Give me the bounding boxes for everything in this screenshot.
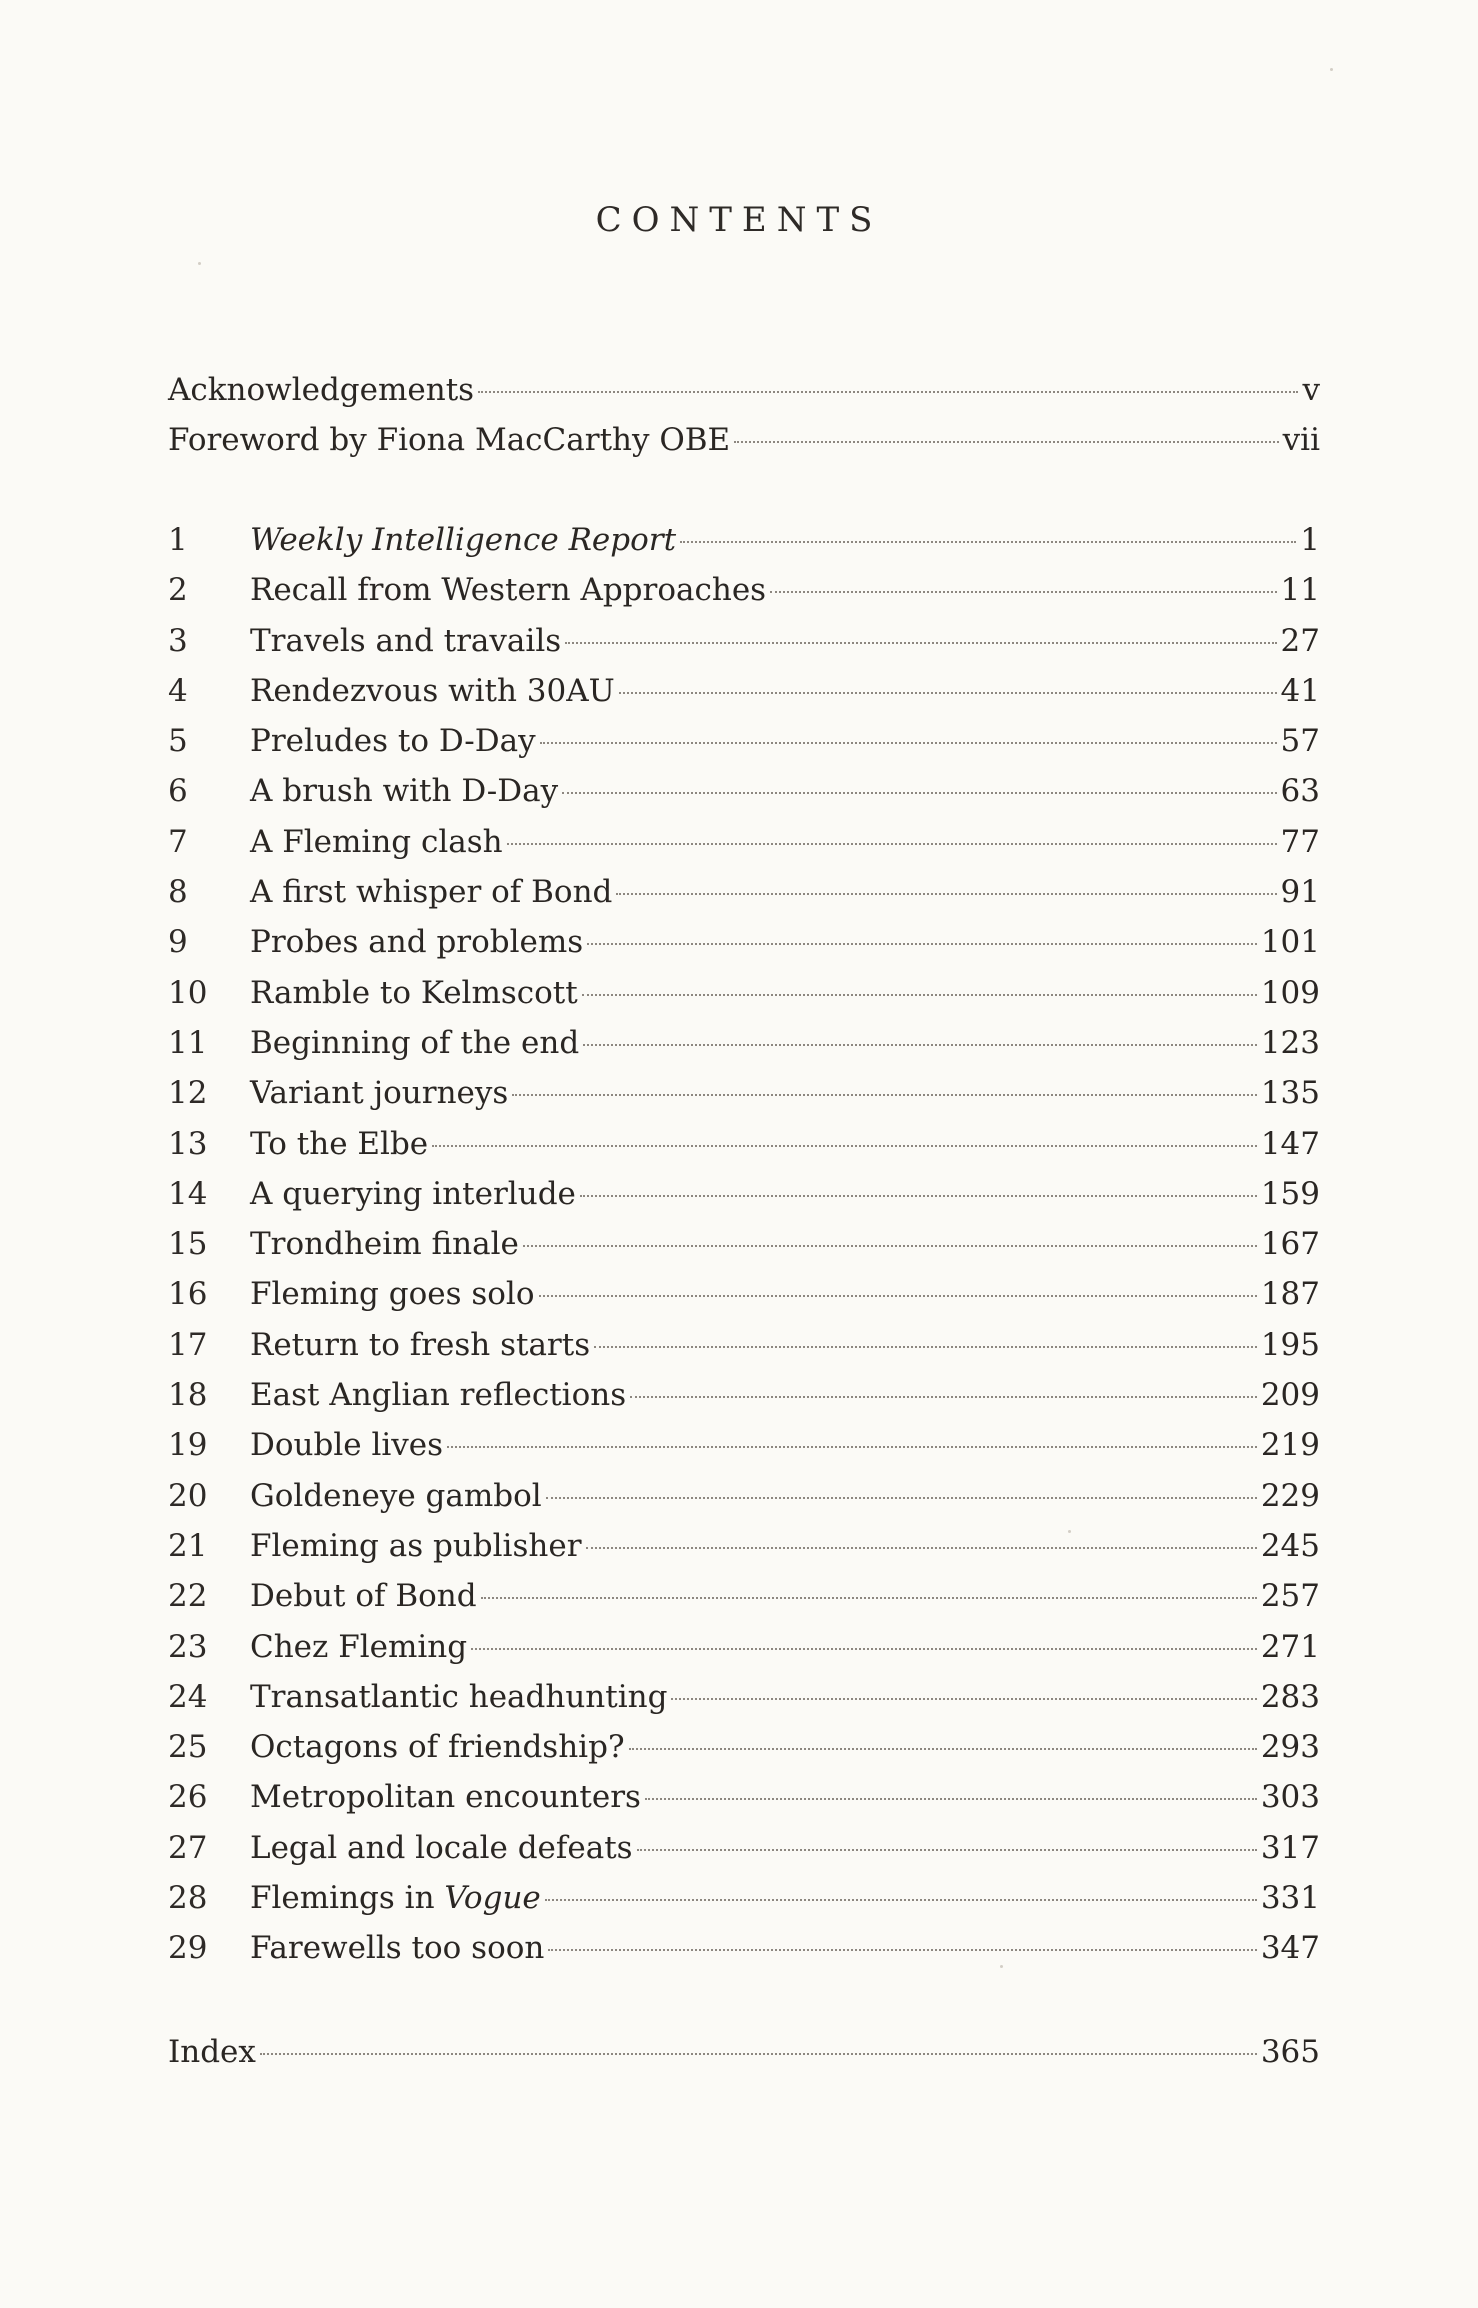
page-number: 303	[1260, 1779, 1320, 1816]
dot-leader	[545, 1899, 1257, 1901]
chapter-number: 27	[168, 1829, 208, 1866]
dot-leader	[471, 1648, 1257, 1650]
chapter-title	[250, 1068, 508, 1118]
dot-leader	[582, 994, 1257, 996]
chapter-number: 1	[168, 522, 188, 558]
entry-title-text: A querying interlude	[250, 1175, 576, 1212]
entry-title-text: Legal and locale defeats	[250, 1829, 633, 1866]
dot-leader	[565, 642, 1276, 644]
page-number: 135	[1260, 1075, 1320, 1112]
toc-entry	[168, 1320, 1320, 1370]
page-number: 159	[1260, 1175, 1320, 1212]
page-number: 209	[1260, 1377, 1320, 1414]
entry-title-text: Recall from Western Approaches	[250, 572, 767, 609]
chapter-title	[250, 616, 561, 666]
chapter-number: 28	[168, 1880, 208, 1917]
dot-leader	[432, 1145, 1257, 1147]
entry-title-text: Index	[168, 2034, 256, 2070]
page-number: 147	[1260, 1125, 1320, 1162]
chapter-number: 6	[168, 773, 188, 810]
page-number: 187	[1260, 1276, 1320, 1313]
page-number: 91	[1280, 874, 1320, 911]
page-number: 271	[1260, 1628, 1320, 1665]
page-number: 331	[1260, 1880, 1320, 1917]
chapter-title	[250, 1219, 519, 1269]
entry-title-text: Variant journeys	[250, 1075, 509, 1112]
entry-title-text: Travels and travails	[250, 622, 562, 659]
chapter-number: 12	[168, 1075, 208, 1112]
toc-entry	[168, 867, 1320, 917]
entry-title-text: Flemings in	[250, 1880, 445, 1917]
dot-leader	[671, 1698, 1256, 1700]
entry-title-text: A Fleming clash	[250, 823, 503, 860]
chapter-number: 24	[168, 1678, 208, 1715]
page-number: 283	[1260, 1678, 1320, 1715]
dot-leader	[260, 2053, 1257, 2055]
entry-title-text: East Anglian reflections	[250, 1377, 627, 1414]
page-number: 195	[1260, 1326, 1320, 1363]
entry-title-text: Fleming goes solo	[250, 1276, 535, 1313]
toc-entry	[168, 1269, 1320, 1319]
dot-leader	[546, 1497, 1257, 1499]
toc-entry	[168, 1672, 1320, 1722]
dot-leader	[619, 692, 1277, 694]
chapter-number: 21	[168, 1527, 208, 1564]
dot-leader	[507, 843, 1277, 845]
chapter-title	[250, 515, 676, 565]
dot-leader	[680, 541, 1296, 543]
page-number: 1	[1300, 522, 1320, 558]
toc-entry	[168, 1873, 1320, 1923]
chapter-number: 3	[168, 622, 188, 659]
chapter-number: 7	[168, 823, 188, 860]
dot-leader	[447, 1446, 1257, 1448]
entry-title-text: Probes and problems	[250, 924, 584, 961]
chapter-title	[250, 1571, 477, 1621]
chapter-number: 10	[168, 974, 208, 1011]
page-number: 123	[1260, 1024, 1320, 1061]
chapter-number: 15	[168, 1226, 208, 1263]
chapter-title	[250, 1169, 576, 1219]
dot-leader	[540, 742, 1277, 744]
chapter-number: 25	[168, 1729, 208, 1766]
back-matter-list	[168, 2027, 1320, 2077]
entry-title-text: Octagons of friendship?	[250, 1729, 625, 1766]
page-number: vii	[1282, 422, 1320, 459]
chapter-title	[250, 565, 766, 615]
dot-leader	[583, 1044, 1257, 1046]
chapter-title	[250, 1471, 542, 1521]
toc-entry	[168, 968, 1320, 1018]
page-number: 11	[1280, 572, 1320, 609]
chapter-number: 22	[168, 1578, 208, 1615]
chapter-number: 4	[168, 672, 188, 709]
chapter-title	[250, 716, 536, 766]
page-number: v	[1302, 372, 1320, 408]
dot-leader	[587, 943, 1257, 945]
toc-entry	[168, 1119, 1320, 1169]
chapter-title	[250, 1823, 633, 1873]
entry-title-text: Farewells too soon	[250, 1930, 545, 1967]
chapter-number: 5	[168, 723, 188, 760]
chapter-number: 13	[168, 1125, 208, 1162]
toc-entry	[168, 666, 1320, 716]
dot-leader	[586, 1547, 1257, 1549]
dot-leader	[523, 1245, 1257, 1247]
chapter-title	[250, 968, 578, 1018]
dot-leader	[637, 1849, 1257, 1851]
toc-entry	[168, 1068, 1320, 1118]
page-number: 219	[1260, 1427, 1320, 1464]
toc-entry	[168, 616, 1320, 666]
chapter-number: 11	[168, 1024, 208, 1061]
page-number: 41	[1280, 672, 1320, 709]
dot-leader	[512, 1094, 1257, 1096]
entry-title-text: Ramble to Kelmscott	[250, 974, 578, 1011]
entry-title	[168, 2027, 256, 2077]
chapter-list	[168, 515, 1320, 1974]
paper-speck	[198, 262, 201, 265]
toc-entry	[168, 1219, 1320, 1269]
toc-entry	[168, 766, 1320, 816]
toc-entry	[168, 716, 1320, 766]
toc-entry	[168, 415, 1320, 465]
entry-title-text: Foreword by Fiona MacCarthy OBE	[168, 422, 731, 459]
toc-entry	[168, 1521, 1320, 1571]
paper-speck	[1068, 1530, 1071, 1533]
dot-leader	[770, 591, 1276, 593]
page-number: 293	[1260, 1729, 1320, 1766]
toc-entry	[168, 1823, 1320, 1873]
chapter-number: 23	[168, 1628, 208, 1665]
toc-entry	[168, 365, 1320, 415]
dot-leader	[629, 1748, 1257, 1750]
chapter-number: 18	[168, 1377, 208, 1414]
chapter-title	[250, 1320, 590, 1370]
front-matter-list	[168, 365, 1320, 466]
chapter-number: 16	[168, 1276, 208, 1313]
page-number: 101	[1260, 924, 1320, 961]
chapter-title	[250, 666, 615, 716]
chapter-title	[250, 1119, 428, 1169]
toc-entry	[168, 1923, 1320, 1973]
page-number: 63	[1280, 773, 1320, 810]
entry-title-text: Acknowledgements	[168, 372, 475, 408]
dot-leader	[734, 441, 1278, 443]
chapter-title	[250, 1420, 443, 1470]
entry-title-text: Chez Fleming	[250, 1628, 468, 1665]
page-number: 365	[1260, 2034, 1320, 2070]
entry-title-text: Weekly Intelligence Report	[250, 522, 677, 558]
chapter-title	[250, 1269, 535, 1319]
entry-title-text: Metropolitan encounters	[250, 1779, 641, 1816]
entry-title-text: Trondheim finale	[250, 1226, 519, 1263]
entry-title-text: A first whisper of Bond	[250, 874, 613, 911]
entry-title-text: Return to fresh starts	[250, 1326, 591, 1363]
dot-leader	[539, 1295, 1257, 1297]
chapter-title	[250, 817, 503, 867]
chapter-number: 29	[168, 1930, 208, 1967]
entry-title-text: Beginning of the end	[250, 1024, 580, 1061]
chapter-number: 19	[168, 1427, 208, 1464]
chapter-title	[250, 1672, 667, 1722]
page-number: 317	[1260, 1829, 1320, 1866]
toc-entry	[168, 1571, 1320, 1621]
toc-entry	[168, 1622, 1320, 1672]
paper-speck	[1330, 68, 1333, 71]
page-number: 77	[1280, 823, 1320, 860]
dot-leader	[580, 1195, 1257, 1197]
chapter-title	[250, 1923, 544, 1973]
dot-leader	[616, 893, 1276, 895]
chapter-number: 20	[168, 1477, 208, 1514]
entry-title-text: To the Elbe	[250, 1125, 429, 1162]
entry-title	[168, 365, 474, 415]
entry-title-text: Preludes to D-Day	[250, 723, 536, 760]
chapter-number: 26	[168, 1779, 208, 1816]
chapter-title	[250, 1521, 582, 1571]
page-title: CONTENTS	[595, 200, 883, 240]
chapter-number: 14	[168, 1175, 208, 1212]
page-number: 257	[1260, 1578, 1320, 1615]
dot-leader	[478, 391, 1298, 393]
toc-entry	[168, 1370, 1320, 1420]
entry-title-text: Debut of Bond	[250, 1578, 477, 1615]
chapter-title	[250, 1772, 641, 1822]
page-number: 167	[1260, 1226, 1320, 1263]
entry-title-text: Double lives	[250, 1427, 444, 1464]
dot-leader	[481, 1597, 1257, 1599]
paper-speck	[1000, 1965, 1003, 1968]
chapter-title	[250, 917, 583, 967]
page-number: 109	[1260, 974, 1320, 1011]
toc-entry	[168, 2027, 1320, 2077]
page-number: 27	[1280, 622, 1320, 659]
toc-entry	[168, 1471, 1320, 1521]
chapter-title	[250, 1622, 467, 1672]
dot-leader	[548, 1949, 1256, 1951]
chapter-title	[250, 1018, 579, 1068]
toc-entry	[168, 1169, 1320, 1219]
chapter-title	[250, 1370, 626, 1420]
toc-entry	[168, 1722, 1320, 1772]
chapter-title	[250, 1873, 541, 1923]
toc-entry	[168, 565, 1320, 615]
page-number: 229	[1260, 1477, 1320, 1514]
entry-title-text: Goldeneye gambol	[250, 1477, 542, 1514]
page-number: 245	[1260, 1527, 1320, 1564]
chapter-number: 9	[168, 924, 188, 961]
entry-title-text: A brush with D-Day	[250, 773, 559, 810]
chapter-number: 17	[168, 1326, 208, 1363]
entry-title-text: Transatlantic headhunting	[250, 1678, 668, 1715]
chapter-title	[250, 1722, 625, 1772]
page-number: 347	[1260, 1930, 1320, 1967]
dot-leader	[594, 1346, 1257, 1348]
toc-entry	[168, 1420, 1320, 1470]
entry-title	[168, 415, 730, 465]
dot-leader	[562, 792, 1276, 794]
toc-entry	[168, 1772, 1320, 1822]
chapter-number: 8	[168, 874, 188, 911]
dot-leader	[645, 1798, 1257, 1800]
toc-entry	[168, 917, 1320, 967]
entry-title-italic: Vogue	[444, 1880, 541, 1917]
dot-leader	[630, 1396, 1257, 1398]
chapter-title	[250, 766, 558, 816]
chapter-title	[250, 867, 612, 917]
page-number: 57	[1280, 723, 1320, 760]
toc-entry	[168, 817, 1320, 867]
chapter-number: 2	[168, 572, 188, 609]
toc-entry	[168, 1018, 1320, 1068]
entry-title-text: Rendezvous with 30AU	[250, 672, 615, 709]
entry-title-text: Fleming as publisher	[250, 1527, 582, 1564]
toc-entry	[168, 515, 1320, 565]
